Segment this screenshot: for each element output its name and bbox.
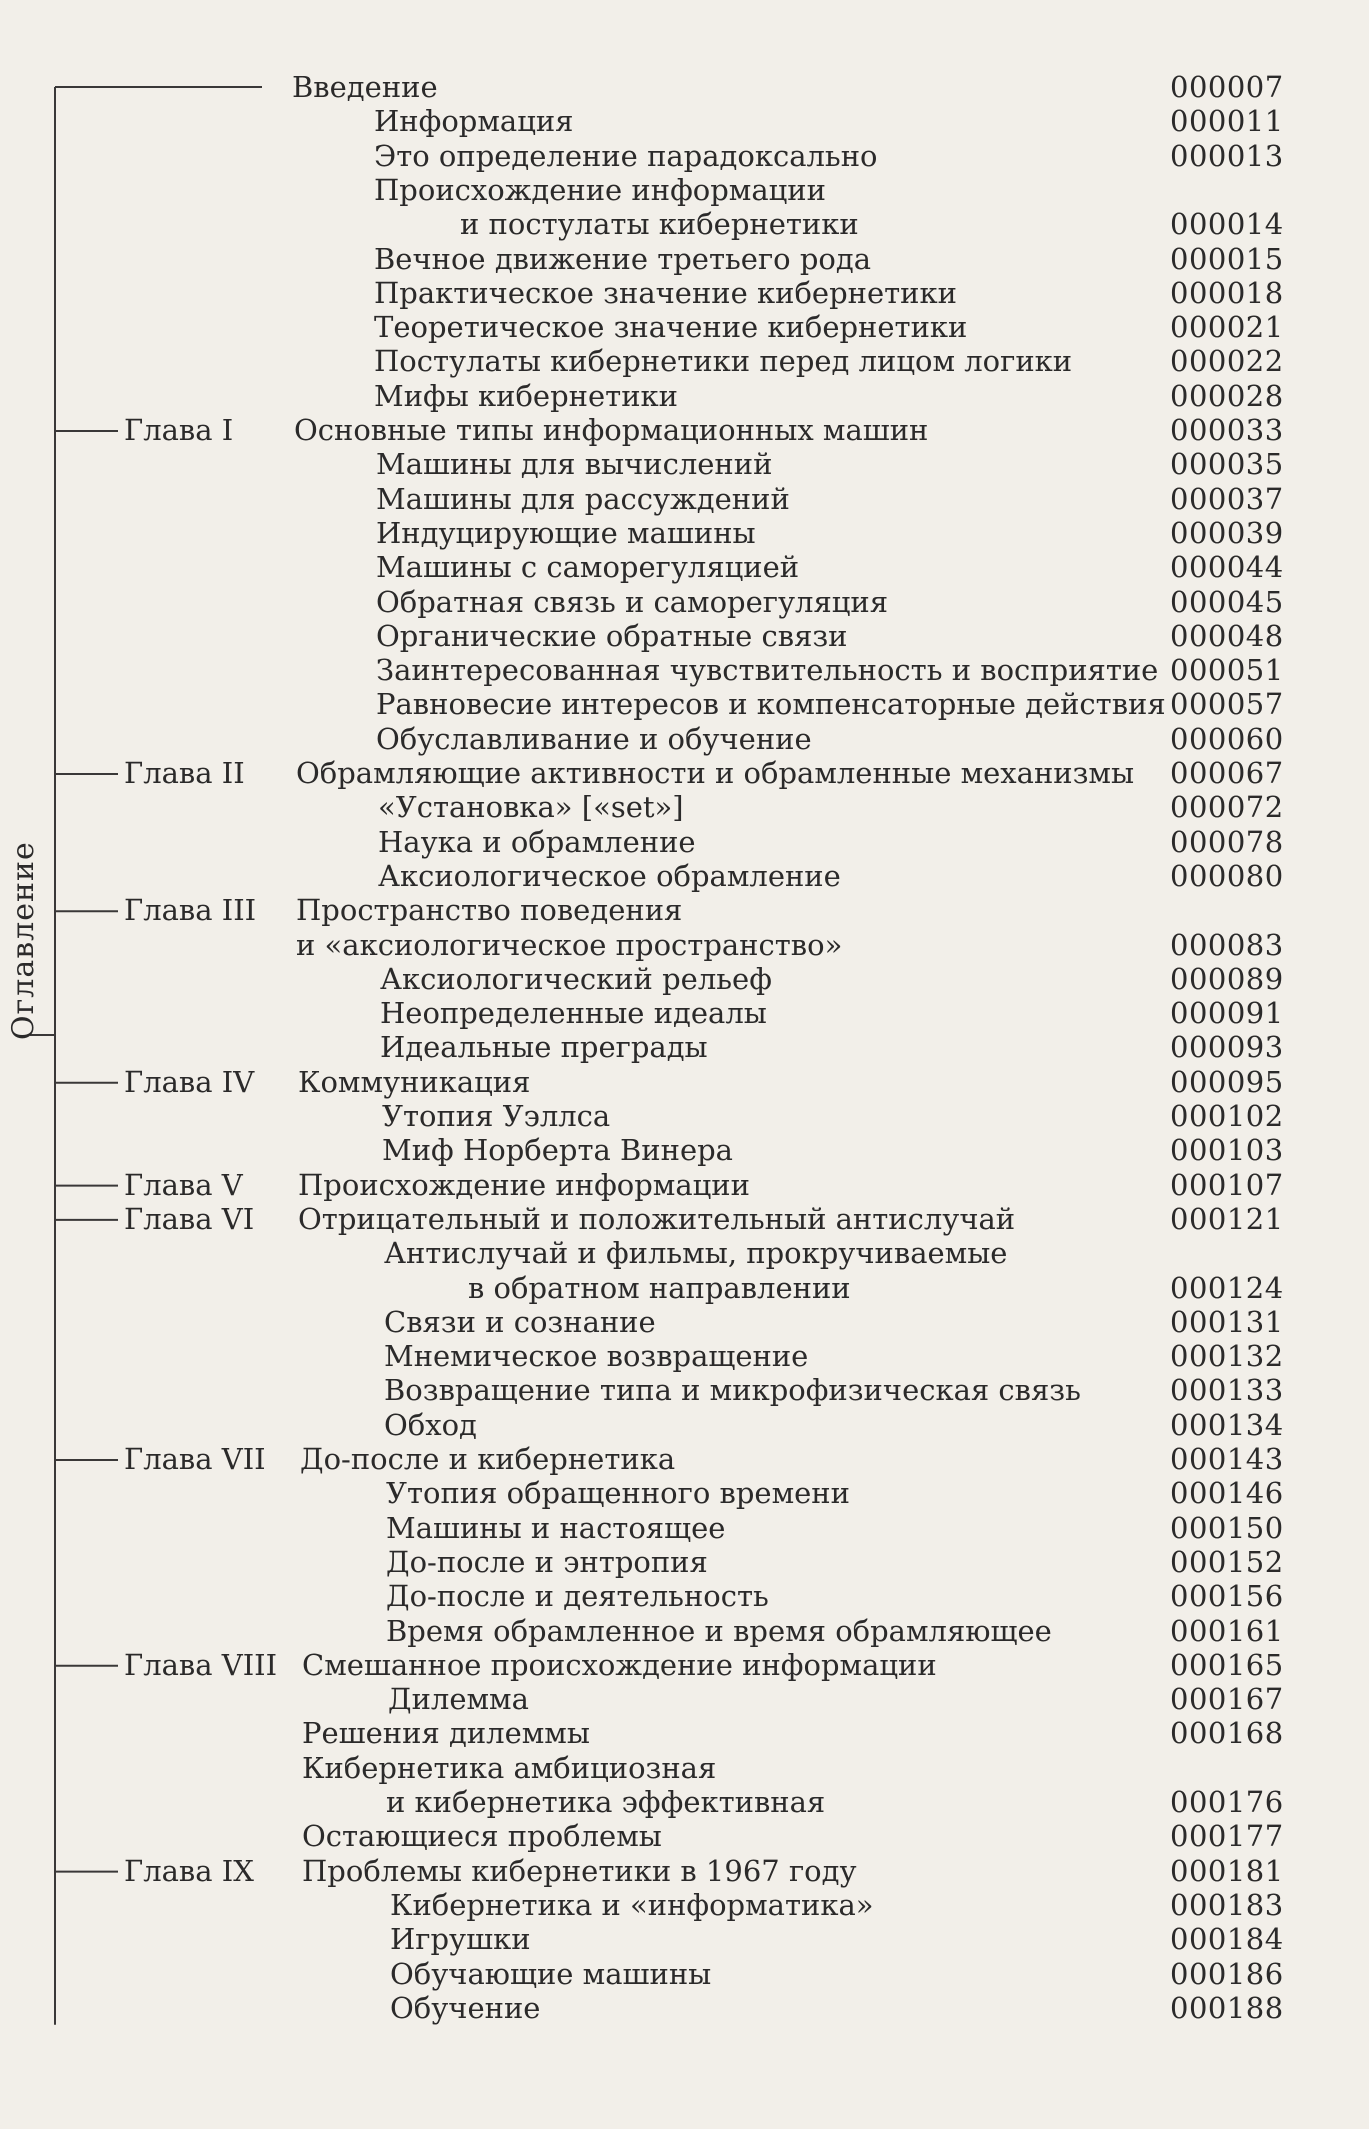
chapter-label: Глава VI [124, 1201, 255, 1236]
entry-title: Коммуникация [298, 1064, 531, 1099]
page-number: 000134 [1170, 1407, 1284, 1442]
page-number: 000177 [1170, 1819, 1284, 1854]
toc-entry [0, 1168, 1369, 1202]
entry-title: Игрушки [390, 1922, 531, 1957]
chapter-label: Глава IV [124, 1064, 255, 1099]
toc-entry [0, 207, 1369, 241]
page-number: 000103 [1170, 1133, 1284, 1168]
toc-entry [0, 962, 1369, 996]
entry-title: Наука и обрамление [378, 824, 696, 859]
page-number: 000048 [1170, 618, 1284, 653]
page-number: 000124 [1170, 1270, 1284, 1305]
entry-title: Аксиологический рельеф [380, 961, 772, 996]
page-number: 000095 [1170, 1064, 1284, 1099]
entry-title: Постулаты кибернетики перед лицом логики [374, 344, 1073, 379]
page-number: 000121 [1170, 1201, 1284, 1236]
page-number: 000188 [1170, 1990, 1284, 2025]
entry-title: Машины для вычислений [376, 447, 773, 482]
entry-title: Основные типы информационных машин [294, 413, 929, 447]
page-number: 000018 [1170, 275, 1284, 310]
entry-title: Обратная связь и саморегуляция [376, 584, 889, 619]
entry-title: Обучение [390, 1990, 541, 2025]
entry-title: Связи и сознание [384, 1304, 656, 1339]
toc-entry [0, 139, 1369, 173]
entry-title: До-после и кибернетика [300, 1442, 676, 1476]
page-number: 000013 [1170, 138, 1284, 173]
toc-entry [0, 1614, 1369, 1648]
entry-title: и постулаты кибернетики [460, 207, 859, 242]
page-number: 000181 [1170, 1853, 1284, 1888]
toc-entry [0, 1133, 1369, 1167]
entry-title: Проблемы кибернетики в 1967 году [302, 1853, 857, 1888]
page-number: 000102 [1170, 1099, 1284, 1133]
toc-entry [0, 482, 1369, 516]
entry-title: Введение [292, 70, 438, 104]
entry-title: Пространство поведения [296, 893, 683, 928]
page-number: 000165 [1170, 1647, 1284, 1682]
entry-title: Происхождение информации [298, 1167, 750, 1202]
toc-entry [0, 1065, 1369, 1099]
entry-title: Информация [374, 104, 574, 139]
chapter-label: Глава II [124, 756, 245, 790]
page-number: 000080 [1170, 858, 1284, 893]
page-number: 000107 [1170, 1167, 1284, 1202]
toc-entry [0, 1785, 1369, 1819]
entry-title: Машины для рассуждений [376, 481, 790, 516]
entry-title: в обратном направлении [468, 1270, 851, 1305]
entry-title: Неопределенные идеалы [380, 996, 767, 1031]
page-number: 000007 [1170, 70, 1284, 104]
page-number: 000131 [1170, 1304, 1284, 1339]
entry-title: Машины с саморегуляцией [376, 550, 800, 585]
entry-title: Решения дилеммы [302, 1716, 590, 1751]
entry-title: Обучающие машины [390, 1956, 712, 1991]
toc-entry [0, 1579, 1369, 1613]
entry-title: Вечное движение третьего рода [374, 241, 872, 276]
entry-title: Машины и настоящее [386, 1510, 726, 1545]
entry-title: и кибернетика эффективная [386, 1785, 826, 1819]
entry-title: Обрамляющие активности и обрамленные механизмы [296, 756, 1135, 790]
toc-entry [0, 1888, 1369, 1922]
toc-entry [0, 104, 1369, 138]
page-number: 000057 [1170, 687, 1284, 722]
toc-entry [0, 1922, 1369, 1956]
page-number: 000039 [1170, 515, 1284, 550]
entry-title: Миф Норберта Винера [382, 1133, 733, 1168]
page-number: 000150 [1170, 1510, 1284, 1545]
toc-entry [0, 173, 1369, 207]
toc-entry [0, 310, 1369, 344]
toc-entry [0, 447, 1369, 481]
page-number: 000152 [1170, 1544, 1284, 1579]
chapter-label: Глава IX [124, 1853, 254, 1888]
toc-entry [0, 1373, 1369, 1407]
page-number: 000028 [1170, 378, 1284, 413]
toc-entry [0, 1991, 1369, 2025]
entry-title: Мнемическое возвращение [384, 1339, 809, 1374]
page-number: 000176 [1170, 1785, 1284, 1819]
page-number: 000037 [1170, 481, 1284, 516]
toc-entry [0, 1099, 1369, 1133]
toc-entry [0, 276, 1369, 310]
page-number: 000015 [1170, 241, 1284, 276]
page-number: 000033 [1170, 413, 1284, 447]
page-number: 000045 [1170, 584, 1284, 619]
toc-entry [0, 653, 1369, 687]
entry-title: Отрицательный и положительный антислучай [298, 1201, 1016, 1236]
entry-title: Происхождение информации [374, 172, 826, 207]
page-number: 000078 [1170, 824, 1284, 859]
page-number: 000167 [1170, 1682, 1284, 1717]
page-number: 000186 [1170, 1956, 1284, 1991]
entry-title: Органические обратные связи [376, 618, 848, 653]
toc-entry [0, 1854, 1369, 1888]
toc-entry [0, 516, 1369, 550]
page-number: 000067 [1170, 756, 1284, 790]
toc-entry [0, 1408, 1369, 1442]
toc-entry [0, 1648, 1369, 1682]
entry-title: и «аксиологическое пространство» [296, 927, 843, 962]
toc-entry [0, 928, 1369, 962]
toc-entry [0, 893, 1369, 927]
toc-entry [0, 859, 1369, 893]
toc-entry [0, 1957, 1369, 1991]
toc-entry [0, 1716, 1369, 1750]
entry-title: Возвращение типа и микрофизическая связь [384, 1373, 1081, 1408]
page-number: 000021 [1170, 310, 1284, 345]
entry-title: Время обрамленное и время обрамляющее [386, 1613, 1052, 1648]
toc-entry [0, 996, 1369, 1030]
page-number: 000089 [1170, 961, 1284, 996]
toc-entry [0, 1305, 1369, 1339]
toc-entry [0, 1751, 1369, 1785]
page-number: 000161 [1170, 1613, 1284, 1648]
entry-title: Индуцирующие машины [376, 515, 756, 550]
entry-title: Дилемма [388, 1682, 529, 1717]
entry-title: «Установка» [«set»] [378, 790, 684, 825]
toc-entry [0, 1339, 1369, 1373]
page-number: 000132 [1170, 1339, 1284, 1374]
toc-entry [0, 1030, 1369, 1064]
entry-title: Утопия Уэллса [382, 1099, 611, 1133]
toc-entry [0, 344, 1369, 378]
toc-entry [0, 1545, 1369, 1579]
toc-entry [0, 1682, 1369, 1716]
page-number: 000072 [1170, 790, 1284, 825]
toc-entry [0, 379, 1369, 413]
page-number: 000035 [1170, 447, 1284, 482]
toc-entry [0, 1476, 1369, 1510]
entry-title: Теоретическое значение кибернетики [374, 310, 968, 345]
page-number: 000044 [1170, 550, 1284, 585]
page-number: 000091 [1170, 996, 1284, 1031]
toc-entry [0, 585, 1369, 619]
entry-title: Это определение парадоксально [374, 138, 878, 173]
entry-title: До-после и деятельность [386, 1579, 769, 1614]
entry-title: Обуславливание и обучение [376, 721, 812, 756]
toc-entry [0, 242, 1369, 276]
page-number: 000156 [1170, 1579, 1284, 1614]
entry-title: Аксиологическое обрамление [378, 858, 841, 893]
toc-entry [0, 1236, 1369, 1270]
toc-entry [0, 550, 1369, 584]
page-number: 000183 [1170, 1887, 1284, 1922]
entry-title: Смешанное происхождение информации [302, 1647, 937, 1682]
chapter-label: Глава VII [124, 1442, 266, 1476]
page-number: 000083 [1170, 927, 1284, 962]
entry-title: Заинтересованная чувствительность и восприятие [376, 653, 1159, 688]
toc-entry [0, 722, 1369, 756]
page-number: 000133 [1170, 1373, 1284, 1408]
page-number: 000143 [1170, 1442, 1284, 1476]
page-number: 000060 [1170, 721, 1284, 756]
entry-title: Остающиеся проблемы [302, 1819, 662, 1854]
page-number: 000168 [1170, 1716, 1284, 1751]
toc-entry [0, 790, 1369, 824]
page-number: 000011 [1170, 104, 1284, 139]
page-number: 000051 [1170, 653, 1284, 688]
entry-title: Равновесие интересов и компенсаторные действия [376, 687, 1166, 722]
entry-title: Мифы кибернетики [374, 378, 678, 413]
toc-entry [0, 1511, 1369, 1545]
chapter-label: Глава I [124, 413, 234, 447]
entry-title: Кибернетика амбициозная [302, 1750, 717, 1785]
toc-entry [0, 756, 1369, 790]
page-number: 000022 [1170, 344, 1284, 379]
toc-entry [0, 413, 1369, 447]
entry-title: Идеальные преграды [380, 1030, 708, 1065]
page-number: 000014 [1170, 207, 1284, 242]
chapter-label: Глава III [124, 893, 257, 928]
entry-title: Кибернетика и «информатика» [390, 1887, 874, 1922]
toc-entry [0, 687, 1369, 721]
chapter-label: Глава V [124, 1167, 243, 1202]
page-number: 000093 [1170, 1030, 1284, 1065]
entry-title: До-после и энтропия [386, 1544, 708, 1579]
side-title: Оглавление [6, 841, 41, 1040]
toc-entry [0, 1442, 1369, 1476]
entry-title: Обход [384, 1407, 477, 1442]
toc-entry [0, 1202, 1369, 1236]
page-number: 000184 [1170, 1922, 1284, 1957]
toc-entry [0, 1819, 1369, 1853]
entry-title: Утопия обращенного времени [386, 1476, 850, 1511]
page-number: 000146 [1170, 1476, 1284, 1511]
toc-entry [0, 1271, 1369, 1305]
toc-entry [0, 619, 1369, 653]
entry-title: Практическое значение кибернетики [374, 275, 957, 310]
toc-entry [0, 70, 1369, 104]
toc-entry [0, 825, 1369, 859]
chapter-label: Глава VIII [124, 1647, 278, 1682]
entry-title: Антислучай и фильмы, прокручиваемые [384, 1236, 1008, 1271]
